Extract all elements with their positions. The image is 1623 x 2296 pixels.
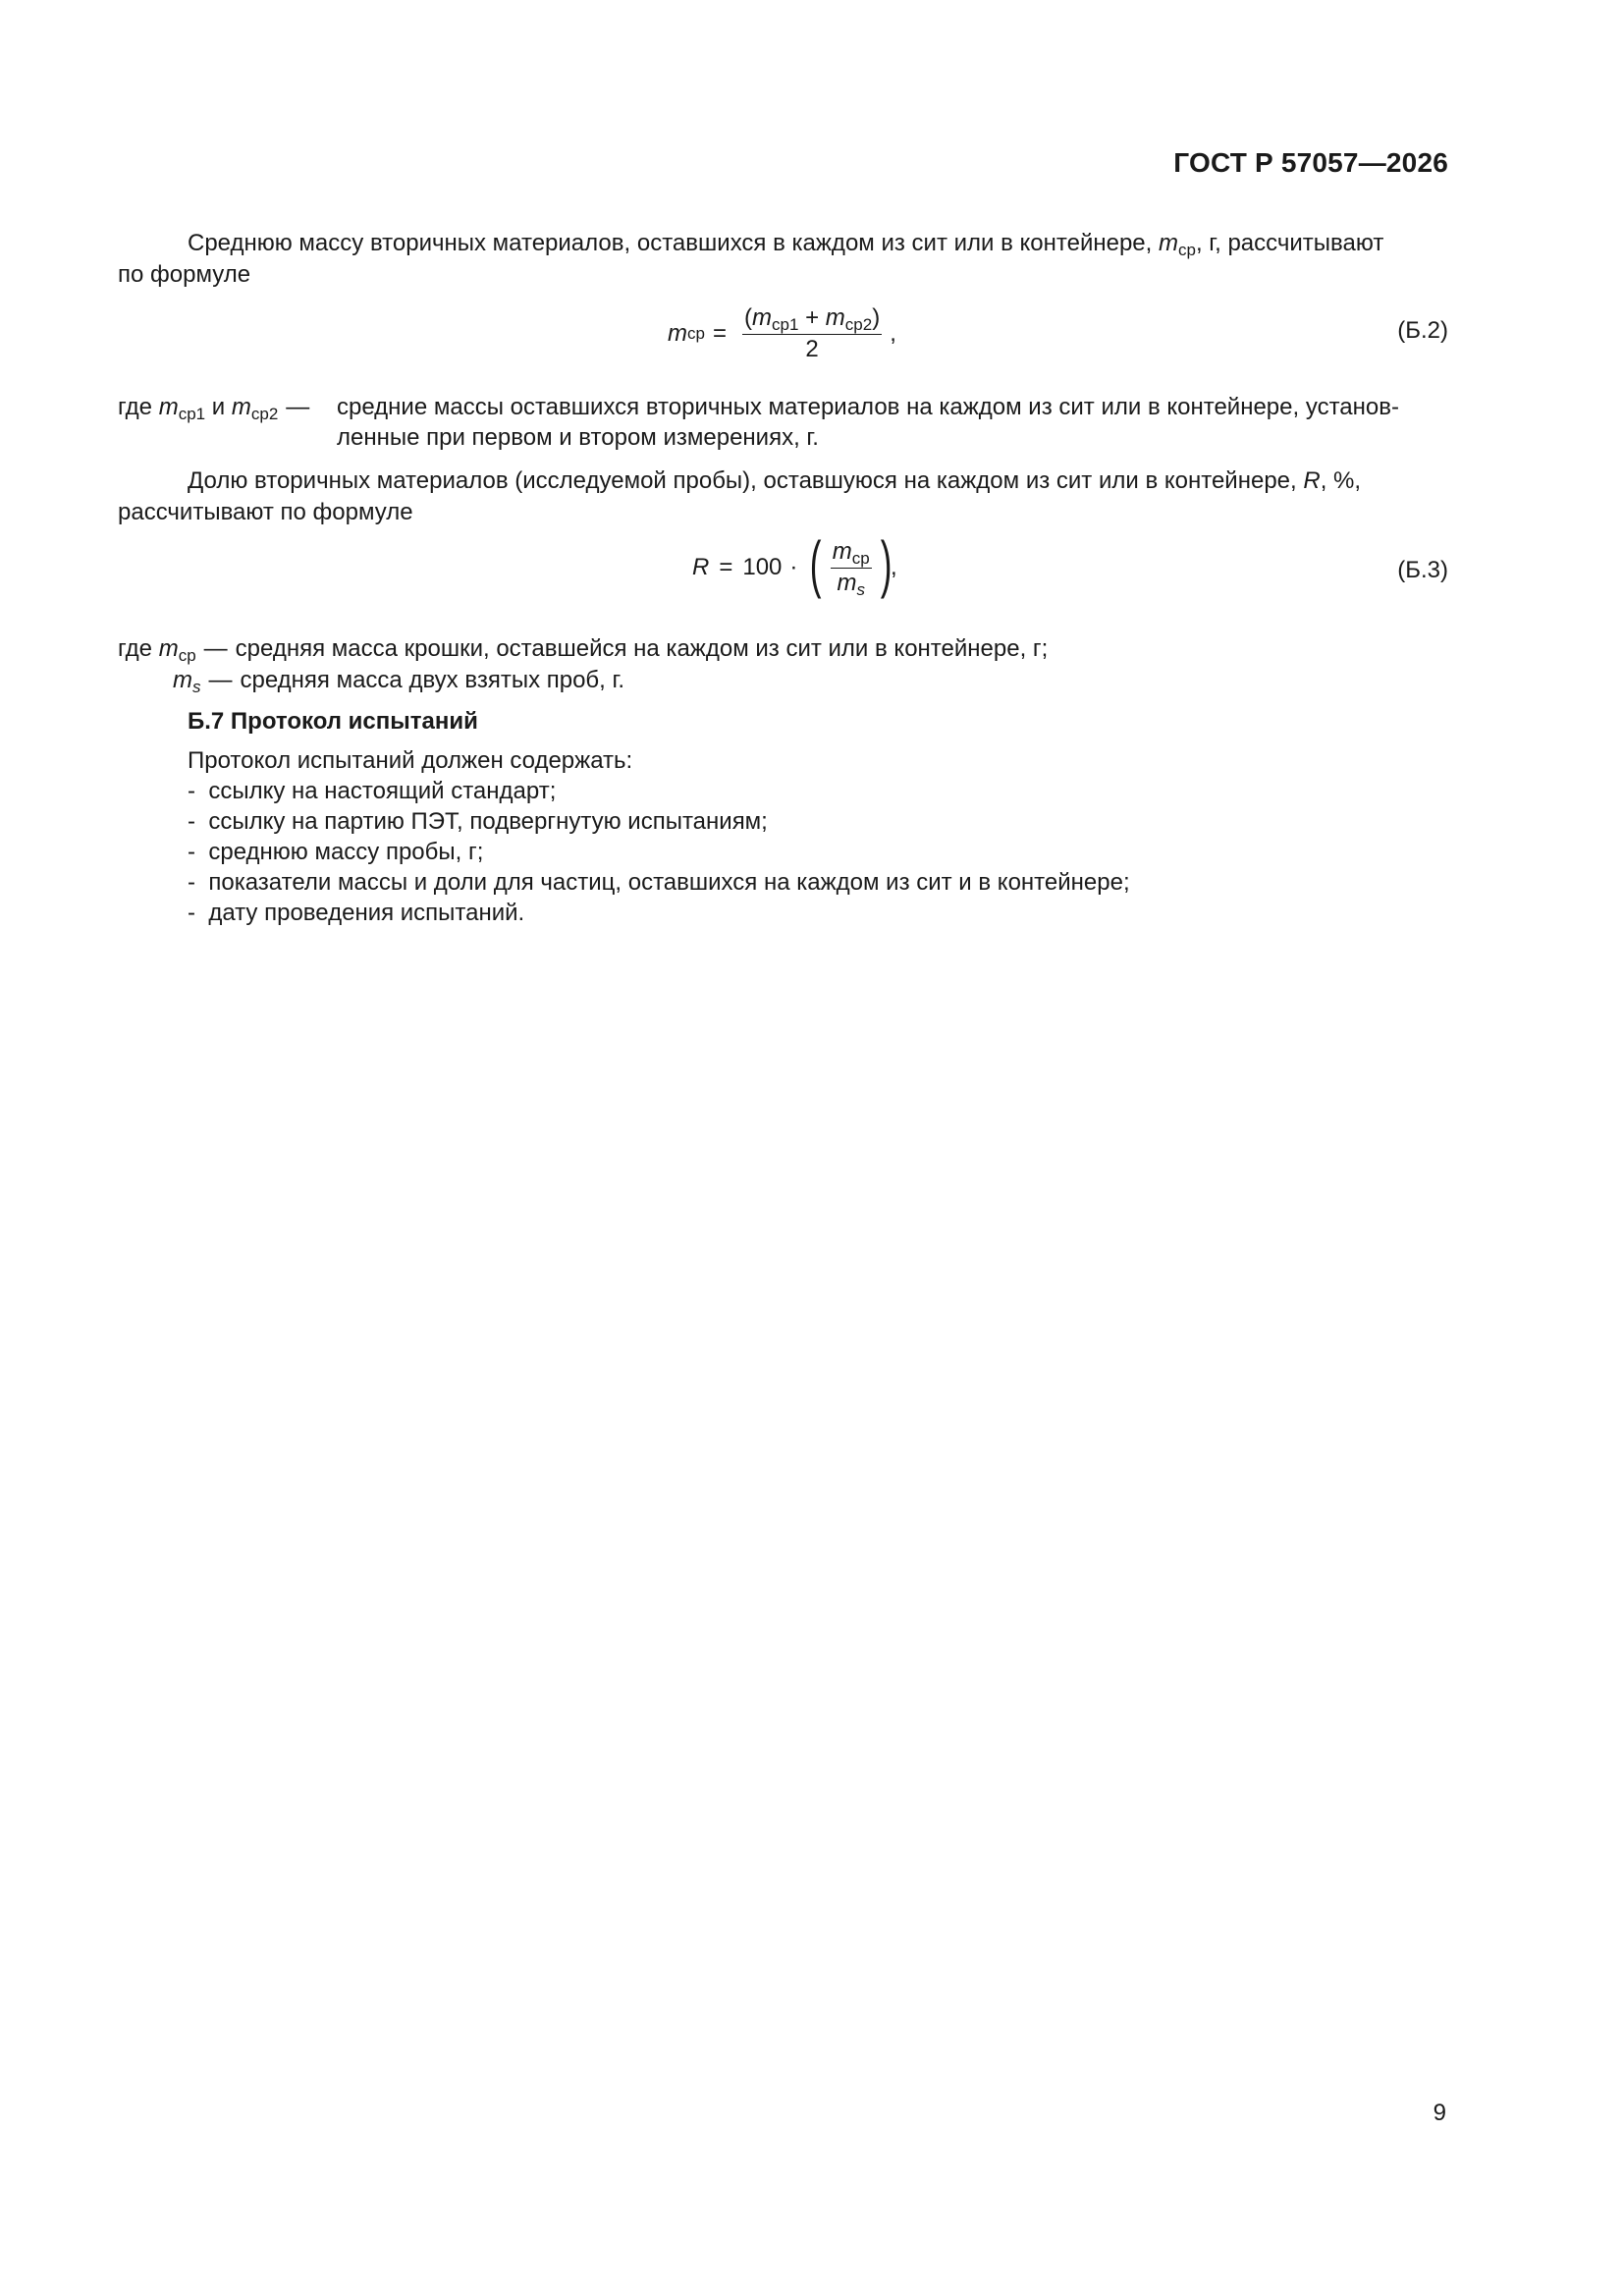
fraction-b2: $\frac{(m_{ср1} + m_{ср2})}{2}$ xyxy=(743,304,881,362)
formula-b2: m ср = $\frac{(m_{ср1} + m_{ср2})}{2}$ , xyxy=(668,304,896,362)
list-item: - ссылку на партию ПЭТ, подвергнутую испытаниям; xyxy=(188,808,768,835)
document-header: ГОСТ Р 57057—2026 xyxy=(1173,147,1448,178)
paragraph-mean-mass-cont: по формуле xyxy=(118,261,251,288)
definition-b3-row2: $m_s$ — средняя масса двух взятых проб, г. xyxy=(173,667,624,696)
definition-b2-line2: ленные при первом и втором измерениях, г. xyxy=(337,424,819,451)
section-title: Б.7 Протокол испытаний xyxy=(188,708,478,735)
equation-number-b3: (Б.3) xyxy=(1397,557,1448,583)
formula-b3: R = 100 · ( $\frac{m_{ср}}{m_s}$ ) , xyxy=(692,528,897,599)
list-item: - показатели массы и доли для частиц, оставшихся на каждом из сит и в контейнере; xyxy=(188,869,1130,896)
section-intro: Протокол испытаний должен содержать: xyxy=(188,747,633,774)
list-item: - дату проведения испытаний. xyxy=(188,900,525,926)
paragraph-fraction: Долю вторичных материалов (исследуемой пробы), оставшуюся на каждом из сит или в контейнере, R, %, xyxy=(188,467,1362,494)
list-item: - ссылку на настоящий стандарт; xyxy=(188,778,557,804)
page-number: 9 xyxy=(1433,2100,1446,2126)
definition-b2-line1: средние массы оставшихся вторичных материалов на каждом из сит или в контейнере, установ- xyxy=(337,394,1399,420)
paragraph-mean-mass: Среднюю массу вторичных материалов, оставшихся в каждом из сит или в контейнере, $m_{ср}$, г, рассчитывают xyxy=(188,230,1384,259)
requirements-list xyxy=(188,776,1130,928)
list-item: - среднюю массу пробы, г; xyxy=(188,839,484,865)
fraction-b3: $\frac{m_{ср}}{m_s}$ xyxy=(832,538,870,599)
definition-b3-row1: где $m_{ср}$ — средняя масса крошки, оставшейся на каждом из сит или в контейнере, г; xyxy=(118,635,1049,665)
paragraph-fraction-cont: рассчитывают по формуле xyxy=(118,499,413,525)
equation-number-b2: (Б.2) xyxy=(1397,317,1448,344)
definition-b2-vars: где $m_{ср1}$ и $m_{ср2}$ — xyxy=(118,394,310,423)
